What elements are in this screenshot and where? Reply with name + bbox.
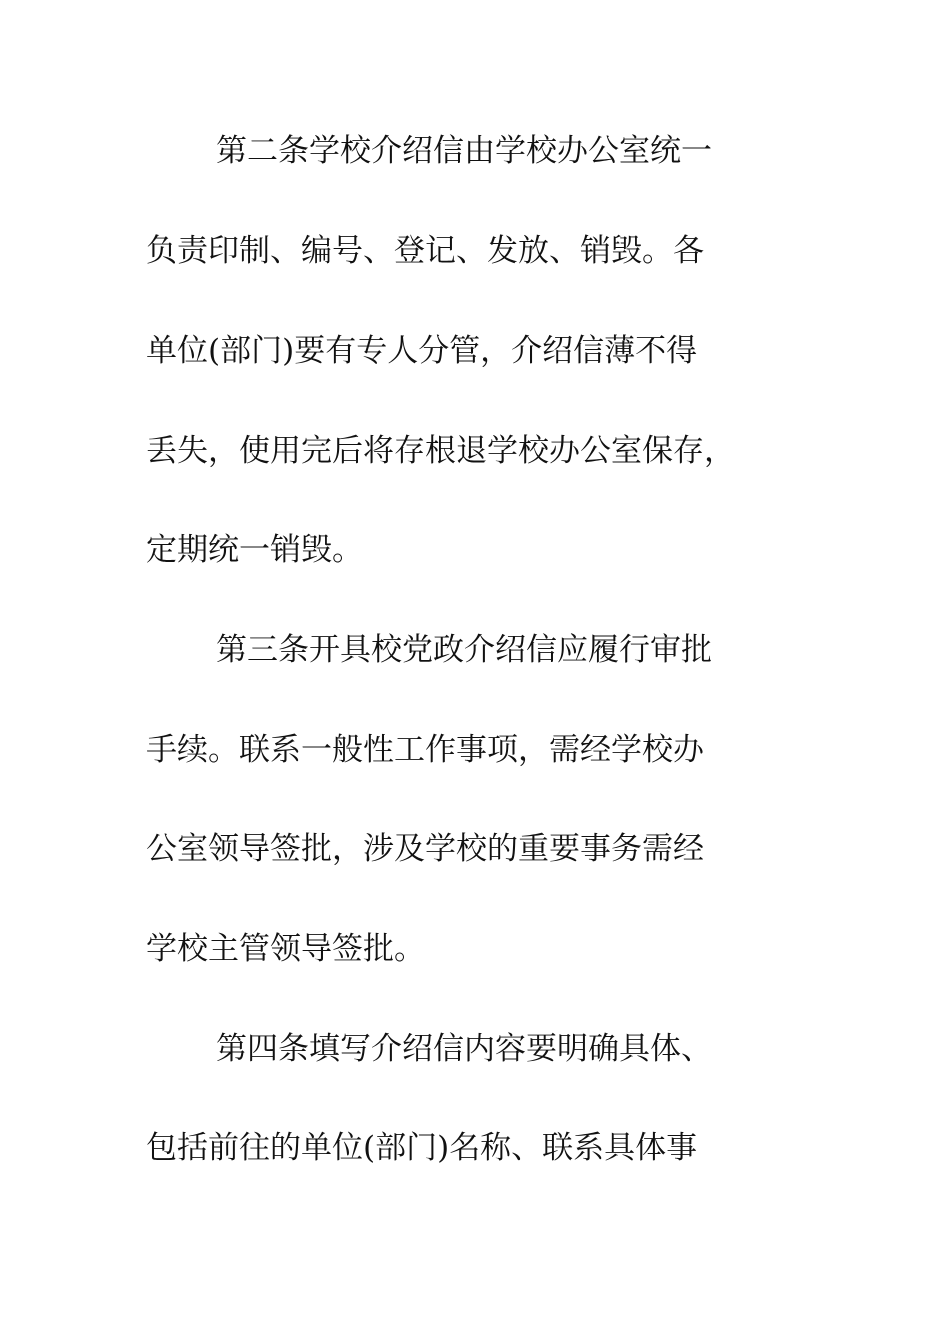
article-3-line-2: 手续。联系一般性工作事项，需经学校办 [146,732,704,768]
article-2-line-2: 负责印制、编号、登记、发放、销毁。各 [146,233,704,269]
article-2-line-4: 丢失，使用完后将存根退学校办公室保存， [146,433,735,469]
article-3-line-3: 公室领导签批，涉及学校的重要事务需经 [146,831,704,867]
article-2-line-1: 第二条学校介绍信由学校办公室统一 [216,133,712,169]
article-2-line-5: 定期统一销毁。 [146,532,363,568]
article-3-line-1: 第三条开具校党政介绍信应履行审批 [216,632,712,668]
article-4-line-2: 包括前往的单位(部门)名称、联系具体事 [146,1130,698,1166]
article-3-line-4: 学校主管领导签批。 [146,931,425,967]
article-4-line-1: 第四条填写介绍信内容要明确具体、 [216,1031,712,1067]
article-2-line-3: 单位(部门)要有专人分管，介绍信薄不得 [146,333,698,369]
